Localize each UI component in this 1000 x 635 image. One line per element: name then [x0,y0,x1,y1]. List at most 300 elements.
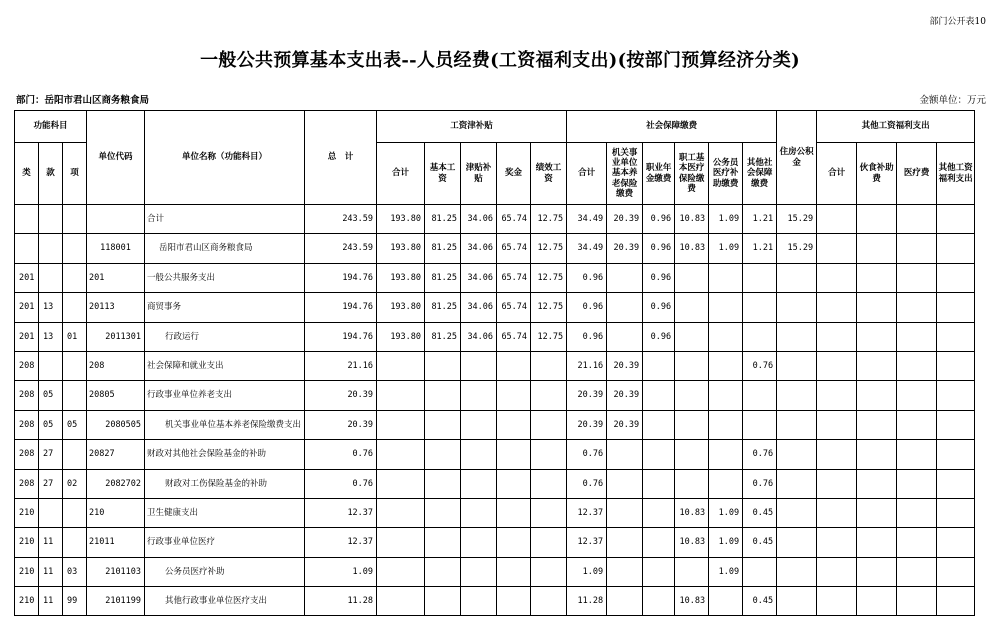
cell-name: 商贸事务 [145,293,305,322]
cell-other-welfare [937,440,975,469]
cell-total: 12.37 [305,498,377,527]
cell-other-social [743,381,777,410]
cell-other-total [817,263,857,292]
cell-other-total [817,498,857,527]
cell-meal [857,557,897,586]
cell-other-welfare [937,587,975,616]
cell-total: 194.76 [305,263,377,292]
cell-social-total: 0.96 [567,263,607,292]
cell-annuity [643,557,675,586]
cell-other-social [743,557,777,586]
col-bonus: 奖金 [497,143,531,205]
cell-kuan: 05 [39,410,63,439]
cell-civil-medical [709,322,743,351]
cell-salary-total [377,440,425,469]
cell-medical-fee [897,234,937,263]
amount-unit-label: 金额单位：万元 [919,95,986,106]
cell-other-social: 1.21 [743,234,777,263]
cell-meal [857,469,897,498]
table-row [15,263,975,292]
cell-social-total: 21.16 [567,351,607,380]
col-total: 总 计 [305,111,377,205]
cell-annuity: 0.96 [643,205,675,234]
col-medical: 职工基本医疗保险缴费 [675,143,709,205]
cell-meal [857,528,897,557]
cell-performance [531,381,567,410]
cell-pension: 20.39 [607,351,643,380]
cell-performance [531,528,567,557]
cell-basic-salary [425,557,461,586]
cell-lei: 210 [15,587,39,616]
cell-housing [777,263,817,292]
cell-other-total [817,557,857,586]
cell-xiang [63,263,87,292]
cell-xiang [63,498,87,527]
cell-pension [607,528,643,557]
cell-performance: 12.75 [531,205,567,234]
cell-bonus [497,587,531,616]
cell-medical [675,351,709,380]
cell-code: 2011301 [87,322,145,351]
cell-allowance: 34.06 [461,322,497,351]
cell-housing [777,381,817,410]
cell-other-total [817,587,857,616]
cell-social-total: 20.39 [567,410,607,439]
cell-xiang: 01 [63,322,87,351]
cell-salary-total: 193.80 [377,293,425,322]
cell-total: 243.59 [305,205,377,234]
cell-medical [675,557,709,586]
cell-other-total [817,351,857,380]
cell-performance: 12.75 [531,234,567,263]
cell-other-welfare [937,205,975,234]
table-row [15,440,975,469]
cell-code: 20827 [87,440,145,469]
cell-salary-total [377,557,425,586]
cell-social-total: 0.96 [567,293,607,322]
col-other-total: 合计 [817,143,857,205]
cell-total: 243.59 [305,234,377,263]
cell-other-total [817,469,857,498]
cell-bonus [497,410,531,439]
col-other-group: 其他工资福利支出 [817,111,975,143]
cell-bonus: 65.74 [497,293,531,322]
cell-medical [675,410,709,439]
cell-basic-salary [425,498,461,527]
col-social-total: 合计 [567,143,607,205]
cell-name: 合计 [145,205,305,234]
cell-name: 岳阳市君山区商务粮食局 [145,234,305,263]
cell-pension [607,263,643,292]
cell-salary-total [377,381,425,410]
cell-civil-medical: 1.09 [709,557,743,586]
cell-lei [15,234,39,263]
cell-allowance: 34.06 [461,293,497,322]
cell-housing [777,498,817,527]
cell-kuan: 11 [39,587,63,616]
cell-total: 12.37 [305,528,377,557]
cell-basic-salary [425,528,461,557]
cell-code [87,205,145,234]
cell-salary-total [377,410,425,439]
cell-other-social: 0.45 [743,587,777,616]
cell-bonus: 65.74 [497,263,531,292]
cell-code: 20113 [87,293,145,322]
cell-civil-medical [709,351,743,380]
table-row [15,322,975,351]
col-other-welfare: 其他工资福利支出 [937,143,975,205]
cell-medical: 10.83 [675,528,709,557]
cell-civil-medical: 1.09 [709,528,743,557]
cell-pension [607,587,643,616]
cell-other-welfare [937,293,975,322]
cell-kuan [39,205,63,234]
page-title: 一般公共预算基本支出表--人员经费(工资福利支出)(按部门预算经济分类) [200,50,800,71]
cell-lei: 208 [15,410,39,439]
cell-basic-salary [425,410,461,439]
cell-housing [777,322,817,351]
col-medical-fee: 医疗费 [897,143,937,205]
cell-xiang: 99 [63,587,87,616]
cell-medical: 10.83 [675,205,709,234]
cell-allowance: 34.06 [461,234,497,263]
cell-code: 21011 [87,528,145,557]
cell-salary-total [377,469,425,498]
cell-other-total [817,234,857,263]
cell-name: 行政运行 [145,322,305,351]
cell-basic-salary [425,587,461,616]
cell-housing: 15.29 [777,234,817,263]
cell-basic-salary: 81.25 [425,293,461,322]
col-salary-total: 合计 [377,143,425,205]
col-performance: 绩效工资 [531,143,567,205]
cell-total: 194.76 [305,293,377,322]
cell-total: 0.76 [305,469,377,498]
cell-other-welfare [937,410,975,439]
cell-kuan [39,234,63,263]
cell-code: 20805 [87,381,145,410]
cell-pension [607,469,643,498]
cell-pension: 20.39 [607,205,643,234]
cell-civil-medical: 1.09 [709,498,743,527]
cell-lei: 210 [15,498,39,527]
cell-housing [777,293,817,322]
cell-basic-salary: 81.25 [425,322,461,351]
cell-medical-fee [897,498,937,527]
cell-other-social: 0.45 [743,498,777,527]
cell-performance [531,557,567,586]
col-meal: 伙食补助费 [857,143,897,205]
cell-lei: 208 [15,381,39,410]
col-kuan: 款 [39,143,63,205]
cell-other-welfare [937,263,975,292]
cell-civil-medical [709,293,743,322]
cell-total: 1.09 [305,557,377,586]
cell-other-welfare [937,234,975,263]
cell-allowance [461,498,497,527]
cell-basic-salary [425,440,461,469]
col-housing: 住房公积金 [777,111,817,205]
cell-name: 公务员医疗补助 [145,557,305,586]
cell-other-welfare [937,469,975,498]
cell-bonus [497,381,531,410]
cell-annuity: 0.96 [643,293,675,322]
cell-allowance [461,557,497,586]
cell-social-total: 0.76 [567,440,607,469]
cell-annuity [643,498,675,527]
cell-other-social: 0.76 [743,469,777,498]
cell-performance: 12.75 [531,322,567,351]
cell-kuan: 11 [39,528,63,557]
cell-housing [777,587,817,616]
cell-code: 2101103 [87,557,145,586]
cell-salary-total [377,351,425,380]
cell-pension [607,557,643,586]
col-xiang: 项 [63,143,87,205]
cell-meal [857,234,897,263]
cell-basic-salary [425,351,461,380]
cell-housing [777,528,817,557]
cell-meal [857,498,897,527]
table-row [15,410,975,439]
cell-performance [531,351,567,380]
cell-other-welfare [937,351,975,380]
cell-other-total [817,205,857,234]
cell-meal [857,587,897,616]
cell-other-social: 0.76 [743,440,777,469]
col-lei: 类 [15,143,39,205]
cell-social-total: 34.49 [567,205,607,234]
cell-meal [857,322,897,351]
cell-other-welfare [937,498,975,527]
cell-pension [607,498,643,527]
cell-salary-total: 193.80 [377,322,425,351]
cell-pension [607,322,643,351]
cell-meal [857,351,897,380]
table-row [15,469,975,498]
cell-other-total [817,410,857,439]
cell-name: 财政对工伤保险基金的补助 [145,469,305,498]
cell-lei: 201 [15,293,39,322]
cell-civil-medical [709,263,743,292]
cell-kuan: 11 [39,557,63,586]
cell-medical-fee [897,587,937,616]
cell-bonus [497,557,531,586]
cell-total: 11.28 [305,587,377,616]
cell-social-total: 20.39 [567,381,607,410]
cell-bonus [497,469,531,498]
cell-performance [531,587,567,616]
cell-social-total: 12.37 [567,498,607,527]
cell-other-social [743,293,777,322]
cell-code: 2101199 [87,587,145,616]
cell-bonus: 65.74 [497,234,531,263]
cell-medical [675,440,709,469]
cell-pension: 20.39 [607,234,643,263]
cell-medical [675,322,709,351]
cell-other-social: 1.21 [743,205,777,234]
cell-annuity: 0.96 [643,322,675,351]
header-row-1 [15,111,975,143]
table-row [15,498,975,527]
cell-other-social: 0.45 [743,528,777,557]
cell-code: 208 [87,351,145,380]
col-social-group: 社会保障缴费 [567,111,777,143]
cell-pension [607,293,643,322]
cell-other-total [817,440,857,469]
cell-kuan: 13 [39,293,63,322]
cell-performance [531,469,567,498]
cell-other-total [817,528,857,557]
cell-medical [675,293,709,322]
col-other-social: 其他社会保障缴费 [743,143,777,205]
cell-civil-medical [709,381,743,410]
cell-performance [531,440,567,469]
table-row [15,587,975,616]
cell-civil-medical: 1.09 [709,234,743,263]
cell-annuity [643,469,675,498]
cell-social-total: 1.09 [567,557,607,586]
cell-allowance [461,351,497,380]
cell-meal [857,263,897,292]
cell-name: 卫生健康支出 [145,498,305,527]
cell-performance [531,498,567,527]
cell-xiang [63,351,87,380]
cell-allowance: 34.06 [461,263,497,292]
cell-allowance [461,469,497,498]
cell-kuan: 27 [39,469,63,498]
cell-lei: 201 [15,322,39,351]
cell-lei: 210 [15,557,39,586]
col-annuity: 职业年金缴费 [643,143,675,205]
table-row [15,528,975,557]
table-row [15,293,975,322]
cell-other-total [817,293,857,322]
cell-annuity: 0.96 [643,263,675,292]
cell-meal [857,440,897,469]
cell-other-welfare [937,322,975,351]
cell-lei [15,205,39,234]
cell-performance: 12.75 [531,293,567,322]
cell-code: 2080505 [87,410,145,439]
cell-xiang: 02 [63,469,87,498]
cell-xiang [63,234,87,263]
cell-annuity [643,440,675,469]
cell-code: 118001 [87,234,145,263]
col-unit-name: 单位名称（功能科目） [145,111,305,205]
cell-salary-total: 193.80 [377,234,425,263]
cell-basic-salary: 81.25 [425,205,461,234]
cell-lei: 208 [15,469,39,498]
cell-pension: 20.39 [607,410,643,439]
cell-xiang: 03 [63,557,87,586]
cell-social-total: 12.37 [567,528,607,557]
cell-bonus [497,351,531,380]
cell-medical-fee [897,469,937,498]
table-row [15,351,975,380]
table-row [15,557,975,586]
cell-salary-total [377,498,425,527]
cell-allowance [461,587,497,616]
cell-medical-fee [897,410,937,439]
cell-basic-salary: 81.25 [425,234,461,263]
cell-kuan: 27 [39,440,63,469]
cell-civil-medical: 1.09 [709,205,743,234]
cell-housing [777,410,817,439]
cell-annuity [643,381,675,410]
col-basic-salary: 基本工资 [425,143,461,205]
cell-other-welfare [937,557,975,586]
cell-kuan [39,498,63,527]
cell-kuan [39,351,63,380]
cell-other-social [743,322,777,351]
cell-basic-salary: 81.25 [425,263,461,292]
cell-performance [531,410,567,439]
cell-name: 财政对其他社会保险基金的补助 [145,440,305,469]
cell-total: 20.39 [305,410,377,439]
cell-meal [857,381,897,410]
cell-housing [777,557,817,586]
cell-total: 20.39 [305,381,377,410]
cell-salary-total: 193.80 [377,205,425,234]
cell-medical [675,263,709,292]
cell-medical-fee [897,557,937,586]
cell-annuity [643,351,675,380]
cell-medical-fee [897,205,937,234]
cell-name: 其他行政事业单位医疗支出 [145,587,305,616]
cell-civil-medical [709,469,743,498]
cell-salary-total [377,528,425,557]
cell-lei: 201 [15,263,39,292]
cell-medical-fee [897,293,937,322]
col-salary-group: 工资津补贴 [377,111,567,143]
cell-basic-salary [425,381,461,410]
cell-bonus: 65.74 [497,205,531,234]
cell-allowance: 34.06 [461,205,497,234]
cell-code: 210 [87,498,145,527]
cell-salary-total [377,587,425,616]
cell-code: 2082702 [87,469,145,498]
cell-xiang [63,293,87,322]
cell-allowance [461,381,497,410]
col-pension: 机关事业单位基本养老保险缴费 [607,143,643,205]
cell-kuan: 13 [39,322,63,351]
cell-civil-medical [709,410,743,439]
cell-annuity [643,410,675,439]
cell-other-social [743,263,777,292]
cell-medical: 10.83 [675,498,709,527]
cell-social-total: 0.96 [567,322,607,351]
cell-annuity [643,587,675,616]
cell-annuity [643,528,675,557]
cell-performance: 12.75 [531,263,567,292]
cell-other-total [817,381,857,410]
cell-other-welfare [937,381,975,410]
cell-annuity: 0.96 [643,234,675,263]
cell-pension: 20.39 [607,381,643,410]
col-civil-medical: 公务员医疗补助缴费 [709,143,743,205]
cell-social-total: 11.28 [567,587,607,616]
cell-xiang [63,528,87,557]
cell-xiang [63,440,87,469]
cell-housing [777,440,817,469]
cell-housing [777,351,817,380]
cell-other-social [743,410,777,439]
budget-table [14,110,975,616]
cell-lei: 210 [15,528,39,557]
cell-social-total: 0.76 [567,469,607,498]
cell-medical-fee [897,263,937,292]
